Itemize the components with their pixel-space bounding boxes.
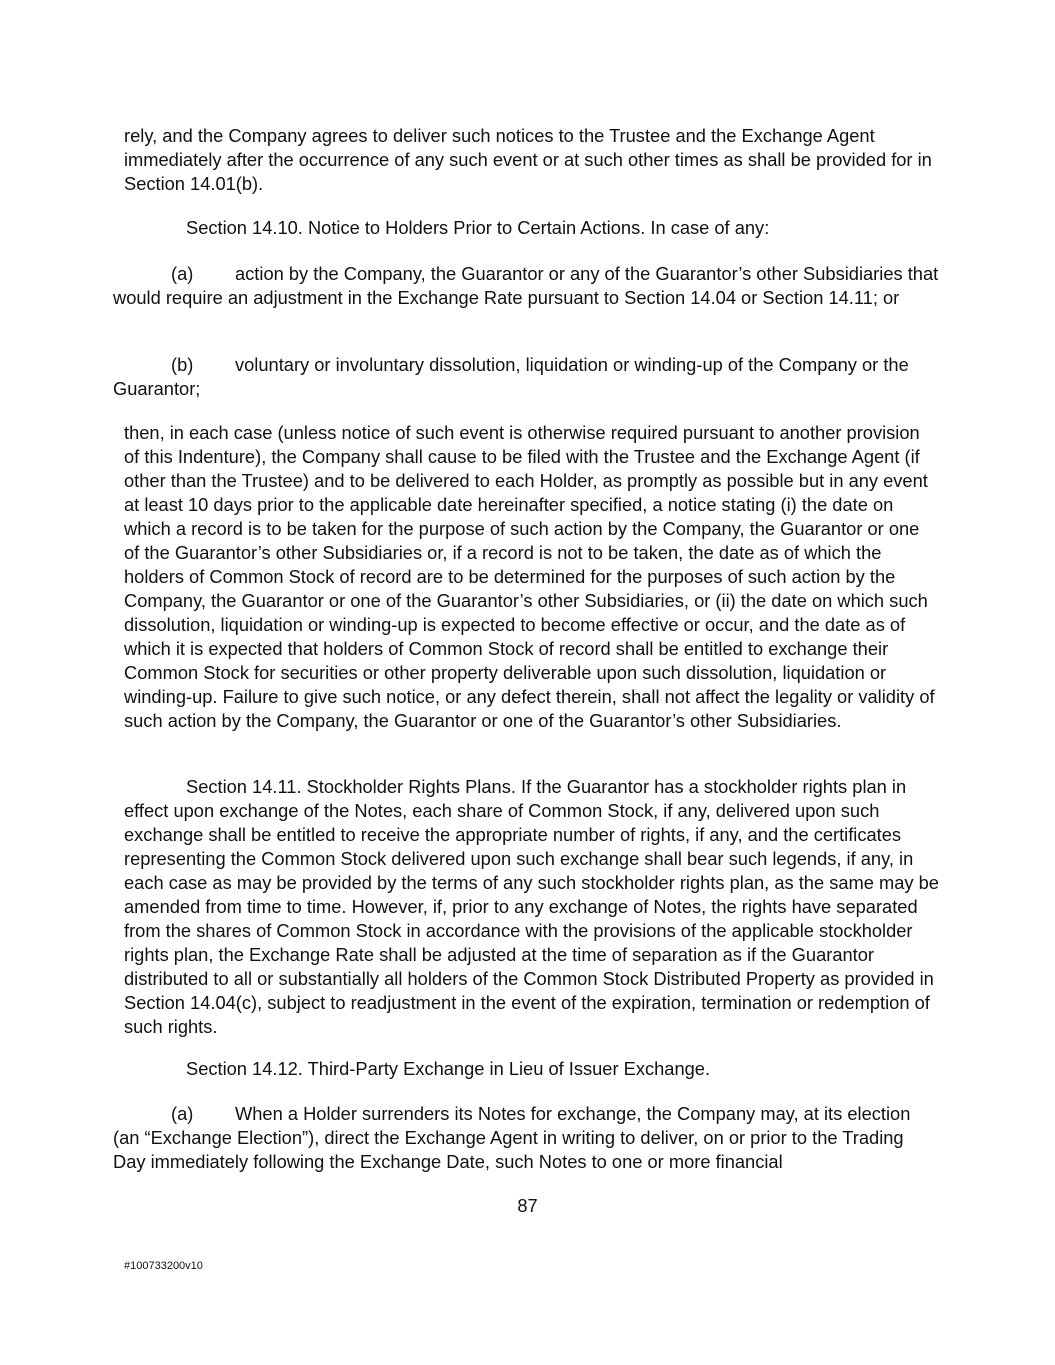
section-14-10-item-b <box>113 353 939 401</box>
section-14-11-paragraph: Section 14.11. Stockholder Rights Plans. If the Guarantor has a stockholder rights plan in effect upon exchange of the Notes, each share of Common Stock, if any, delivered upon such exchange shall be entitled to receive the appropriate number of rights, if any, and the certificates representing the Common Stock delivered upon such exchange shall bear such legends, if any, in each case as may be provided by the terms of any such stockholder rights plan, as the same may be amended from time to time. However, if, prior to any exchange of Notes, the rights have separated from the shares of Common Stock in accordance with the provisions of the applicable stockholder rights plan, the Exchange Rate shall be adjusted at the time of separation as if the Guarantor distributed to all or substantially all holders of the Common Stock Distributed Property as provided in Section 14.04(c), subject to readjustment in the event of the expiration, termination or redemption of such rights. <box>124 776 939 1037</box>
document-id-footer: #100733200v10 <box>124 1260 203 1272</box>
section-14-10-heading: Section 14.10. Notice to Holders Prior to Certain Actions. In case of any: <box>186 217 770 238</box>
intro-paragraph: rely, and the Company agrees to deliver such notices to the Trustee and the Exchange Agent immediately after the occurrence of any such event or at such other times as shall be provided for in Section 14.01(b). <box>124 125 932 194</box>
page-number: 87 <box>517 1195 538 1216</box>
item-b-number: (b) <box>171 354 194 375</box>
section-14-12-item-a <box>113 1102 939 1174</box>
section-14-10-then-paragraph: then, in each case (unless notice of such event is otherwise required pursuant to another provision of this Indenture), the Company shall cause to be filed with the Trustee and the Exchange Agent (if other than the Trustee) and to be delivered to each Holder, as promptly as possible but in any event at least 10 days prior to the applicable date hereinafter specified, a notice stating (i) the date on which a record is to be taken for the purpose of such action by the Company, the Guarantor or one of the Guarantor’s other Subsidiaries or, if a record is not to be taken, the date as of which the holders of Common Stock of record are to be determined for the purposes of such action by the Company, the Guarantor or one of the Guarantor’s other Subsidiaries, or (ii) the date on which such dissolution, liquidation or winding-up is expected to become effective or occur, and the date as of which it is expected that holders of Common Stock of record shall be entitled to exchange their Common Stock for securities or other property deliverable upon such dissolution, liquidation or winding-up. Failure to give such notice, or any defect therein, shall not affect the legality or validity of such action by the Company, the Guarantor or one of the Guarantor’s other Subsidiaries. <box>124 422 935 731</box>
section-14-12-heading: Section 14.12. Third-Party Exchange in Lieu of Issuer Exchange. <box>186 1058 711 1079</box>
section-14-10-item-a <box>113 262 939 310</box>
item-a-number: (a) <box>171 1103 194 1124</box>
item-a-text: action by the Company, the Guarantor or any of the Guarantor’s other Subsidiaries that would require an adjustment in the Exchange Rate pursuant to Section 14.04 or Section 14.11; or <box>113 263 939 308</box>
item-a-number: (a) <box>171 263 194 284</box>
item-a-text: When a Holder surrenders its Notes for exchange, the Company may, at its election (an “Exchange Election”), direct the Exchange Agent in writing to deliver, on or prior to the Trading Day immediately following the Exchange Date, such Notes to one or more financial <box>113 1103 911 1172</box>
item-b-text: voluntary or involuntary dissolution, liquidation or winding-up of the Company or the Guarantor; <box>113 354 909 399</box>
